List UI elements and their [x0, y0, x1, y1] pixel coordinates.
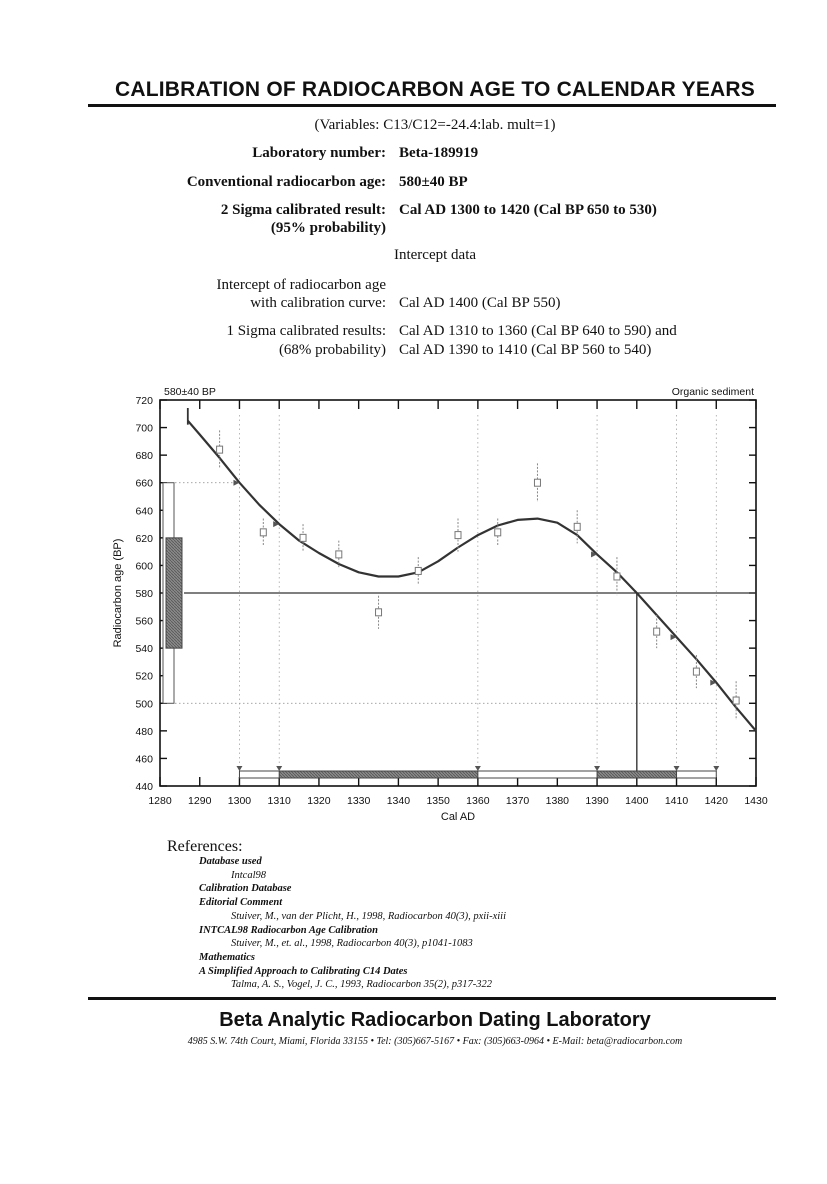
y-tick-label: 660 [135, 477, 153, 490]
lab-address: 4985 S.W. 74th Court, Miami, Florida 33155 • Tel: (305)667-5167 • Fax: (305)663-0964 • E-Mail: beta@radiocarbon.com [187, 1036, 683, 1047]
x-tick-label: 1410 [664, 795, 689, 807]
data-point [455, 532, 461, 539]
reference-heading: Calibration Database [199, 883, 292, 895]
x-tick-label: 1400 [625, 795, 649, 807]
reference-entry: Intcal98 [231, 869, 266, 881]
lab-number-label: Laboratory number: [252, 145, 386, 161]
data-point [693, 668, 699, 675]
y-tick-label: 680 [135, 450, 153, 463]
range-end-marker [475, 766, 481, 771]
sigma1-age-bar [166, 538, 182, 648]
reference-entry: Talma, A. S., Vogel, J. C., 1993, Radiocarbon 35(2), p317-322 [231, 979, 493, 991]
data-point [614, 573, 620, 580]
x-tick-label: 1380 [545, 795, 570, 807]
range-end-marker [674, 766, 680, 771]
data-point [574, 523, 580, 530]
data-point [733, 697, 739, 704]
sigma2-label: 2 Sigma calibrated result: [220, 202, 386, 218]
reference-heading: A Simplified Approach to Calibrating C14 Dates [199, 965, 408, 977]
x-tick-label: 1370 [505, 795, 530, 807]
y-axis-title: Radiocarbon age (BP) [112, 538, 124, 648]
data-point [415, 567, 421, 574]
intercept-heading: Intercept data [393, 247, 477, 263]
calibration-chart [0, 380, 827, 830]
data-point [336, 551, 342, 558]
data-point [300, 534, 306, 541]
data-point [495, 529, 501, 536]
data-point [260, 529, 266, 536]
range-end-marker [236, 766, 242, 771]
range-end-marker [594, 766, 600, 771]
range-end-marker [713, 766, 719, 771]
reference-entry: Stuiver, M., et. al., 1998, Radiocarbon 40(3), p1041-1083 [231, 938, 473, 950]
sigma1-label: 1 Sigma calibrated results: [226, 323, 386, 339]
x-tick-label: 1310 [267, 795, 291, 807]
reference-heading: Mathematics [199, 951, 256, 963]
x-tick-label: 1360 [466, 795, 490, 807]
header-rule [88, 104, 776, 107]
intercept-label-line1: Intercept of radiocarbon age [216, 277, 386, 293]
y-tick-label: 620 [135, 532, 153, 545]
page-title: CALIBRATION OF RADIOCARBON AGE TO CALENDAR YEARS [115, 78, 755, 101]
y-tick-label: 480 [135, 725, 153, 738]
reference-heading: Editorial Comment [199, 897, 283, 909]
x-tick-label: 1290 [188, 795, 212, 807]
reference-heading: INTCAL98 Radiocarbon Age Calibration [199, 924, 379, 936]
data-point [217, 446, 223, 453]
material-label: Organic sediment [671, 386, 754, 398]
lab-name: Beta Analytic Radiocarbon Dating Laboratory [219, 1009, 651, 1031]
y-tick-label: 600 [135, 560, 153, 573]
x-tick-label: 1320 [307, 795, 331, 807]
sigma2-probability: (95% probability) [270, 220, 386, 236]
data-point [376, 609, 382, 616]
data-point [534, 479, 540, 486]
x-tick-label: 1350 [426, 795, 450, 807]
sigma1-value-line2: Cal AD 1390 to 1410 (Cal BP 560 to 540) [399, 342, 652, 358]
x-tick-label: 1300 [227, 795, 252, 807]
calibration-curve [188, 421, 756, 731]
intercept-label-line2: with calibration curve: [250, 295, 386, 311]
footer-rule [88, 997, 776, 1000]
y-tick-label: 460 [135, 753, 153, 766]
y-tick-label: 500 [135, 698, 153, 711]
sigma1-range-bar [597, 771, 676, 778]
x-tick-label: 1330 [346, 795, 371, 807]
x-tick-label: 1390 [585, 795, 609, 807]
x-tick-label: 1340 [386, 795, 411, 807]
intercept-value: Cal AD 1400 (Cal BP 550) [399, 295, 561, 311]
y-tick-label: 720 [135, 395, 153, 407]
y-tick-label: 580 [135, 588, 153, 600]
sigma1-range-bar [279, 771, 478, 778]
range-end-marker [276, 766, 282, 771]
lab-number-value: Beta-189919 [399, 145, 479, 161]
y-tick-label: 540 [135, 643, 153, 656]
conventional-age-value: 580±40 BP [399, 174, 468, 190]
x-tick-label: 1280 [148, 795, 172, 807]
conventional-age-label: Conventional radiocarbon age: [186, 174, 386, 190]
y-tick-label: 560 [135, 615, 153, 628]
reference-heading: Database used [199, 856, 262, 867]
y-tick-label: 700 [135, 422, 153, 435]
sample-age-label: 580±40 BP [164, 386, 216, 398]
references-heading: References: [167, 838, 243, 855]
y-tick-label: 440 [135, 781, 153, 793]
y-tick-label: 640 [135, 505, 153, 518]
x-tick-label: 1430 [744, 795, 768, 807]
x-axis-title: Cal AD [440, 811, 476, 823]
sigma2-value: Cal AD 1300 to 1420 (Cal BP 650 to 530) [399, 202, 657, 218]
variables-line: (Variables: C13/C12=-24.4:lab. mult=1) [314, 117, 556, 133]
data-point [654, 628, 660, 635]
y-tick-label: 520 [135, 670, 153, 683]
sigma1-value-line1: Cal AD 1310 to 1360 (Cal BP 640 to 590) and [399, 323, 677, 339]
x-tick-label: 1420 [704, 795, 728, 807]
sigma1-probability: (68% probability) [278, 342, 386, 358]
reference-entry: Stuiver, M., van der Plicht, H., 1998, Radiocarbon 40(3), pxii-xiii [231, 910, 506, 922]
